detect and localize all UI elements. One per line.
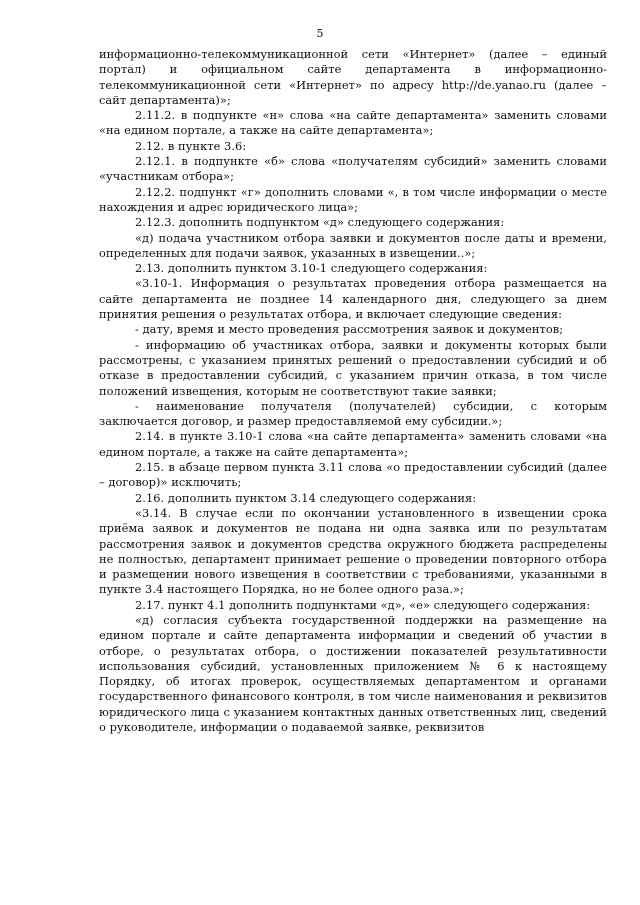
paragraph: «д) подача участником отбора заявки и документов после даты и времени, определенных для подачи заявок, указанных в извещении..»; xyxy=(99,230,607,260)
paragraph: 2.16. дополнить пунктом 3.14 следующего содержания: xyxy=(135,490,477,505)
paragraph: 2.11.2. в подпункте «н» слова «на сайте департамента» заменить словами «на едином портале, а также на сайте департамента»; xyxy=(99,108,607,138)
paragraph: «3.10-1. Информация о результатах проведения отбора размещается на сайте департамента не позднее 14 календарного дня, следующего за днем принятия решения о результатах отбора, и включает следующие сведения: xyxy=(99,276,607,322)
paragraph: 2.12.3. дополнить подпунктом «д» следующего содержания: xyxy=(135,215,505,230)
paragraph: - наименование получателя (получателей) субсидии, с которым заключается договор, и размер предоставляемой ему субсидии.»; xyxy=(99,398,607,429)
paragraph: - информацию об участниках отбора, заявки и документы которых были рассмотрены, с указанием принятых решений о предоставлении субсидий и об отказе в предоставлении субсидий, с указанием причин отказа, в том числе положений извещения, которым не соответствуют такие заявки; xyxy=(99,337,607,398)
paragraph: 2.12. в пункте 3.6: xyxy=(135,138,247,153)
paragraph: 2.17. пункт 4.1 дополнить подпунктами «д», «е» следующего содержания: xyxy=(135,597,591,612)
paragraph: - дату, время и место проведения рассмотрения заявок и документов; xyxy=(135,322,564,337)
document-body xyxy=(99,47,607,735)
paragraph: 2.14. в пункте 3.10-1 слова «на сайте департамента» заменить словами «на едином портале, а также на сайте департамента»; xyxy=(99,429,607,459)
page-number: 5 xyxy=(316,27,324,40)
paragraph: 2.15. в абзаце первом пункта 3.11 слова «о предоставлении субсидий (далее – договор)» исключить; xyxy=(99,460,607,490)
paragraph: «д) согласия субъекта государственной поддержки на размещение на едином портале и сайте департамента информации и сведений об участии в отборе, о результатах отбора, о достижении показателей результативности использования субсидий, установленных приложением № 6 к настоящему Порядку, об итогах проверок, осуществляемых департаментом и органами государственного финансового контроля, в том числе наименования и реквизитов юридического лица с указанием контактных данных ответственных лиц, сведений о руководителе, информации о подаваемой заявке, реквизитов xyxy=(99,612,607,735)
paragraph: информационно-телекоммуникационной сети «Интернет» (далее – единый портал) и официальном сайте департамента в информационно-телекоммуникационной сети «Интернет» по адресу http://de.yanao.ru (далее – сайт департамента)»; xyxy=(99,47,607,107)
paragraph: 2.12.1. в подпункте «б» слова «получателям субсидий» заменить словами «участникам отбора»; xyxy=(99,154,607,184)
paragraph: 2.13. дополнить пунктом 3.10-1 следующего содержания: xyxy=(135,261,488,276)
paragraph: «3.14. В случае если по окончании установленного в извещении срока приёма заявок и документов не подана ни одна заявка или по результатам рассмотрения заявок и документов средства окружного бюджета распределены не полностью, департамент принимает решение о проведении повторного отбора и размещении нового извещения в соответствии с требованиями, указанными в пункте 3.4 настоящего Порядка, но не более одного раза.»; xyxy=(99,505,607,597)
paragraph: 2.12.2. подпункт «г» дополнить словами «, в том числе информации о месте нахождения и адрес юридического лица»; xyxy=(99,184,607,214)
